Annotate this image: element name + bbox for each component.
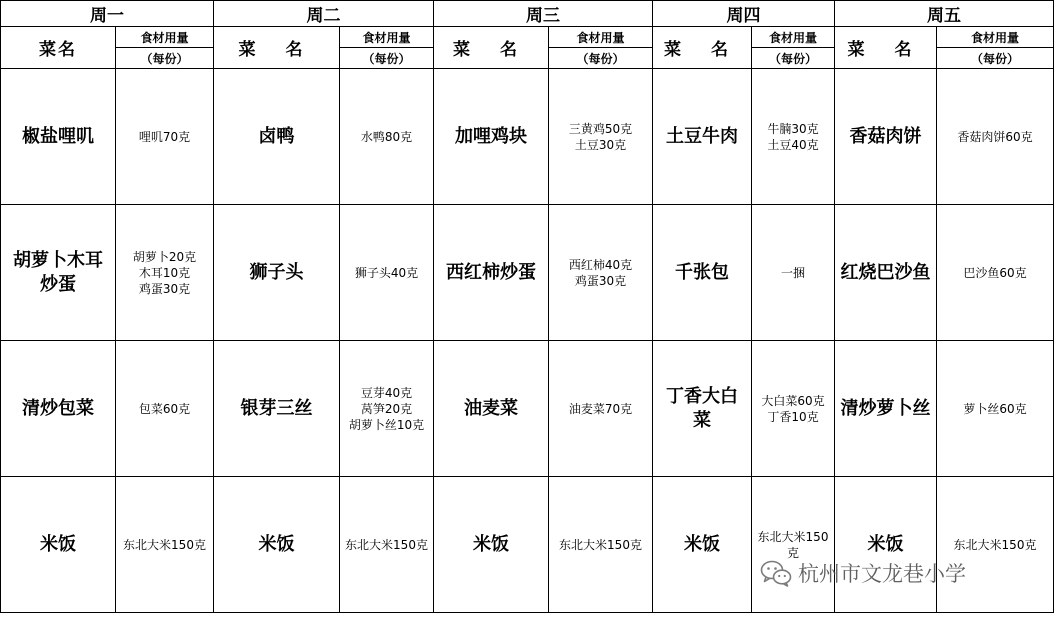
dish-name: 红烧巴沙鱼	[835, 205, 937, 341]
ingredient-amount: 香菇肉饼60克	[937, 69, 1054, 205]
dish-name-header: 菜 名	[653, 27, 752, 69]
day-header-row	[1, 1, 1054, 27]
dish-name: 清炒包菜	[1, 341, 116, 477]
per-serving-label: （每份）	[340, 48, 434, 69]
dish-name-header: 菜名	[1, 27, 116, 69]
dish-name: 土豆牛肉	[653, 69, 752, 205]
ingredient-amount: 巴沙鱼60克	[937, 205, 1054, 341]
ingredient-amount: 东北大米150克	[340, 477, 434, 613]
dish-name: 椒盐哩叽	[1, 69, 116, 205]
dish-name: 狮子头	[214, 205, 340, 341]
dish-name: 千张包	[653, 205, 752, 341]
ingredient-amount: 油麦菜70克	[549, 341, 653, 477]
ingredient-amount: 胡萝卜20克 木耳10克 鸡蛋30克	[116, 205, 214, 341]
dish-name: 油麦菜	[434, 341, 549, 477]
ingredient-amount: 包菜60克	[116, 341, 214, 477]
watermark-text: 杭州市文龙巷小学	[798, 562, 966, 586]
per-serving-label: （每份）	[549, 48, 653, 69]
ingredient-amount: 水鸭80克	[340, 69, 434, 205]
day-tuesday: 周二	[214, 1, 434, 27]
dish-name-header: 菜 名	[214, 27, 340, 69]
wechat-icon	[760, 559, 792, 587]
dish-name: 米饭	[835, 477, 937, 613]
day-monday: 周一	[1, 1, 214, 27]
ingredient-header: 食材用量	[116, 27, 214, 48]
dish-name: 卤鸭	[214, 69, 340, 205]
ingredient-amount: 东北大米150克	[549, 477, 653, 613]
ingredient-amount: 牛腩30克 土豆40克	[752, 69, 835, 205]
dish-name: 胡萝卜木耳 炒蛋	[1, 205, 116, 341]
day-friday: 周五	[835, 1, 1054, 27]
per-serving-label: （每份）	[937, 48, 1054, 69]
ingredient-header: 食材用量	[549, 27, 653, 48]
dish-name: 加哩鸡块	[434, 69, 549, 205]
menu-row	[1, 477, 1054, 613]
ingredient-header: 食材用量	[937, 27, 1054, 48]
dish-name: 清炒萝卜丝	[835, 341, 937, 477]
menu-row	[1, 341, 1054, 477]
menu-row	[1, 205, 1054, 341]
ingredient-amount: 萝卜丝60克	[937, 341, 1054, 477]
ingredient-amount: 东北大米150 克	[752, 477, 835, 613]
dish-name-header: 菜 名	[434, 27, 549, 69]
dish-name-header: 菜 名	[835, 27, 937, 69]
account-watermark	[760, 558, 966, 588]
ingredient-amount: 哩叽70克	[116, 69, 214, 205]
dish-name: 米饭	[653, 477, 752, 613]
day-thursday: 周四	[653, 1, 835, 27]
ingredient-amount: 东北大米150克	[116, 477, 214, 613]
dish-name: 丁香大白 菜	[653, 341, 752, 477]
ingredient-amount: 三黄鸡50克 土豆30克	[549, 69, 653, 205]
dish-name: 西红柿炒蛋	[434, 205, 549, 341]
day-wednesday: 周三	[434, 1, 653, 27]
dish-name: 米饭	[434, 477, 549, 613]
ingredient-header: 食材用量	[752, 27, 835, 48]
per-serving-label: （每份）	[116, 48, 214, 69]
dish-name: 香菇肉饼	[835, 69, 937, 205]
menu-row	[1, 69, 1054, 205]
dish-name: 米饭	[1, 477, 116, 613]
dish-name: 米饭	[214, 477, 340, 613]
ingredient-amount: 豆芽40克 莴笋20克 胡萝卜丝10克	[340, 341, 434, 477]
per-serving-label: （每份）	[752, 48, 835, 69]
ingredient-amount: 大白菜60克 丁香10克	[752, 341, 835, 477]
column-header-row	[1, 27, 1054, 48]
ingredient-amount: 西红柿40克 鸡蛋30克	[549, 205, 653, 341]
ingredient-amount: 东北大米150克	[937, 477, 1054, 613]
ingredient-header: 食材用量	[340, 27, 434, 48]
ingredient-amount: 狮子头40克	[340, 205, 434, 341]
ingredient-amount: 一捆	[752, 205, 835, 341]
dish-name: 银芽三丝	[214, 341, 340, 477]
